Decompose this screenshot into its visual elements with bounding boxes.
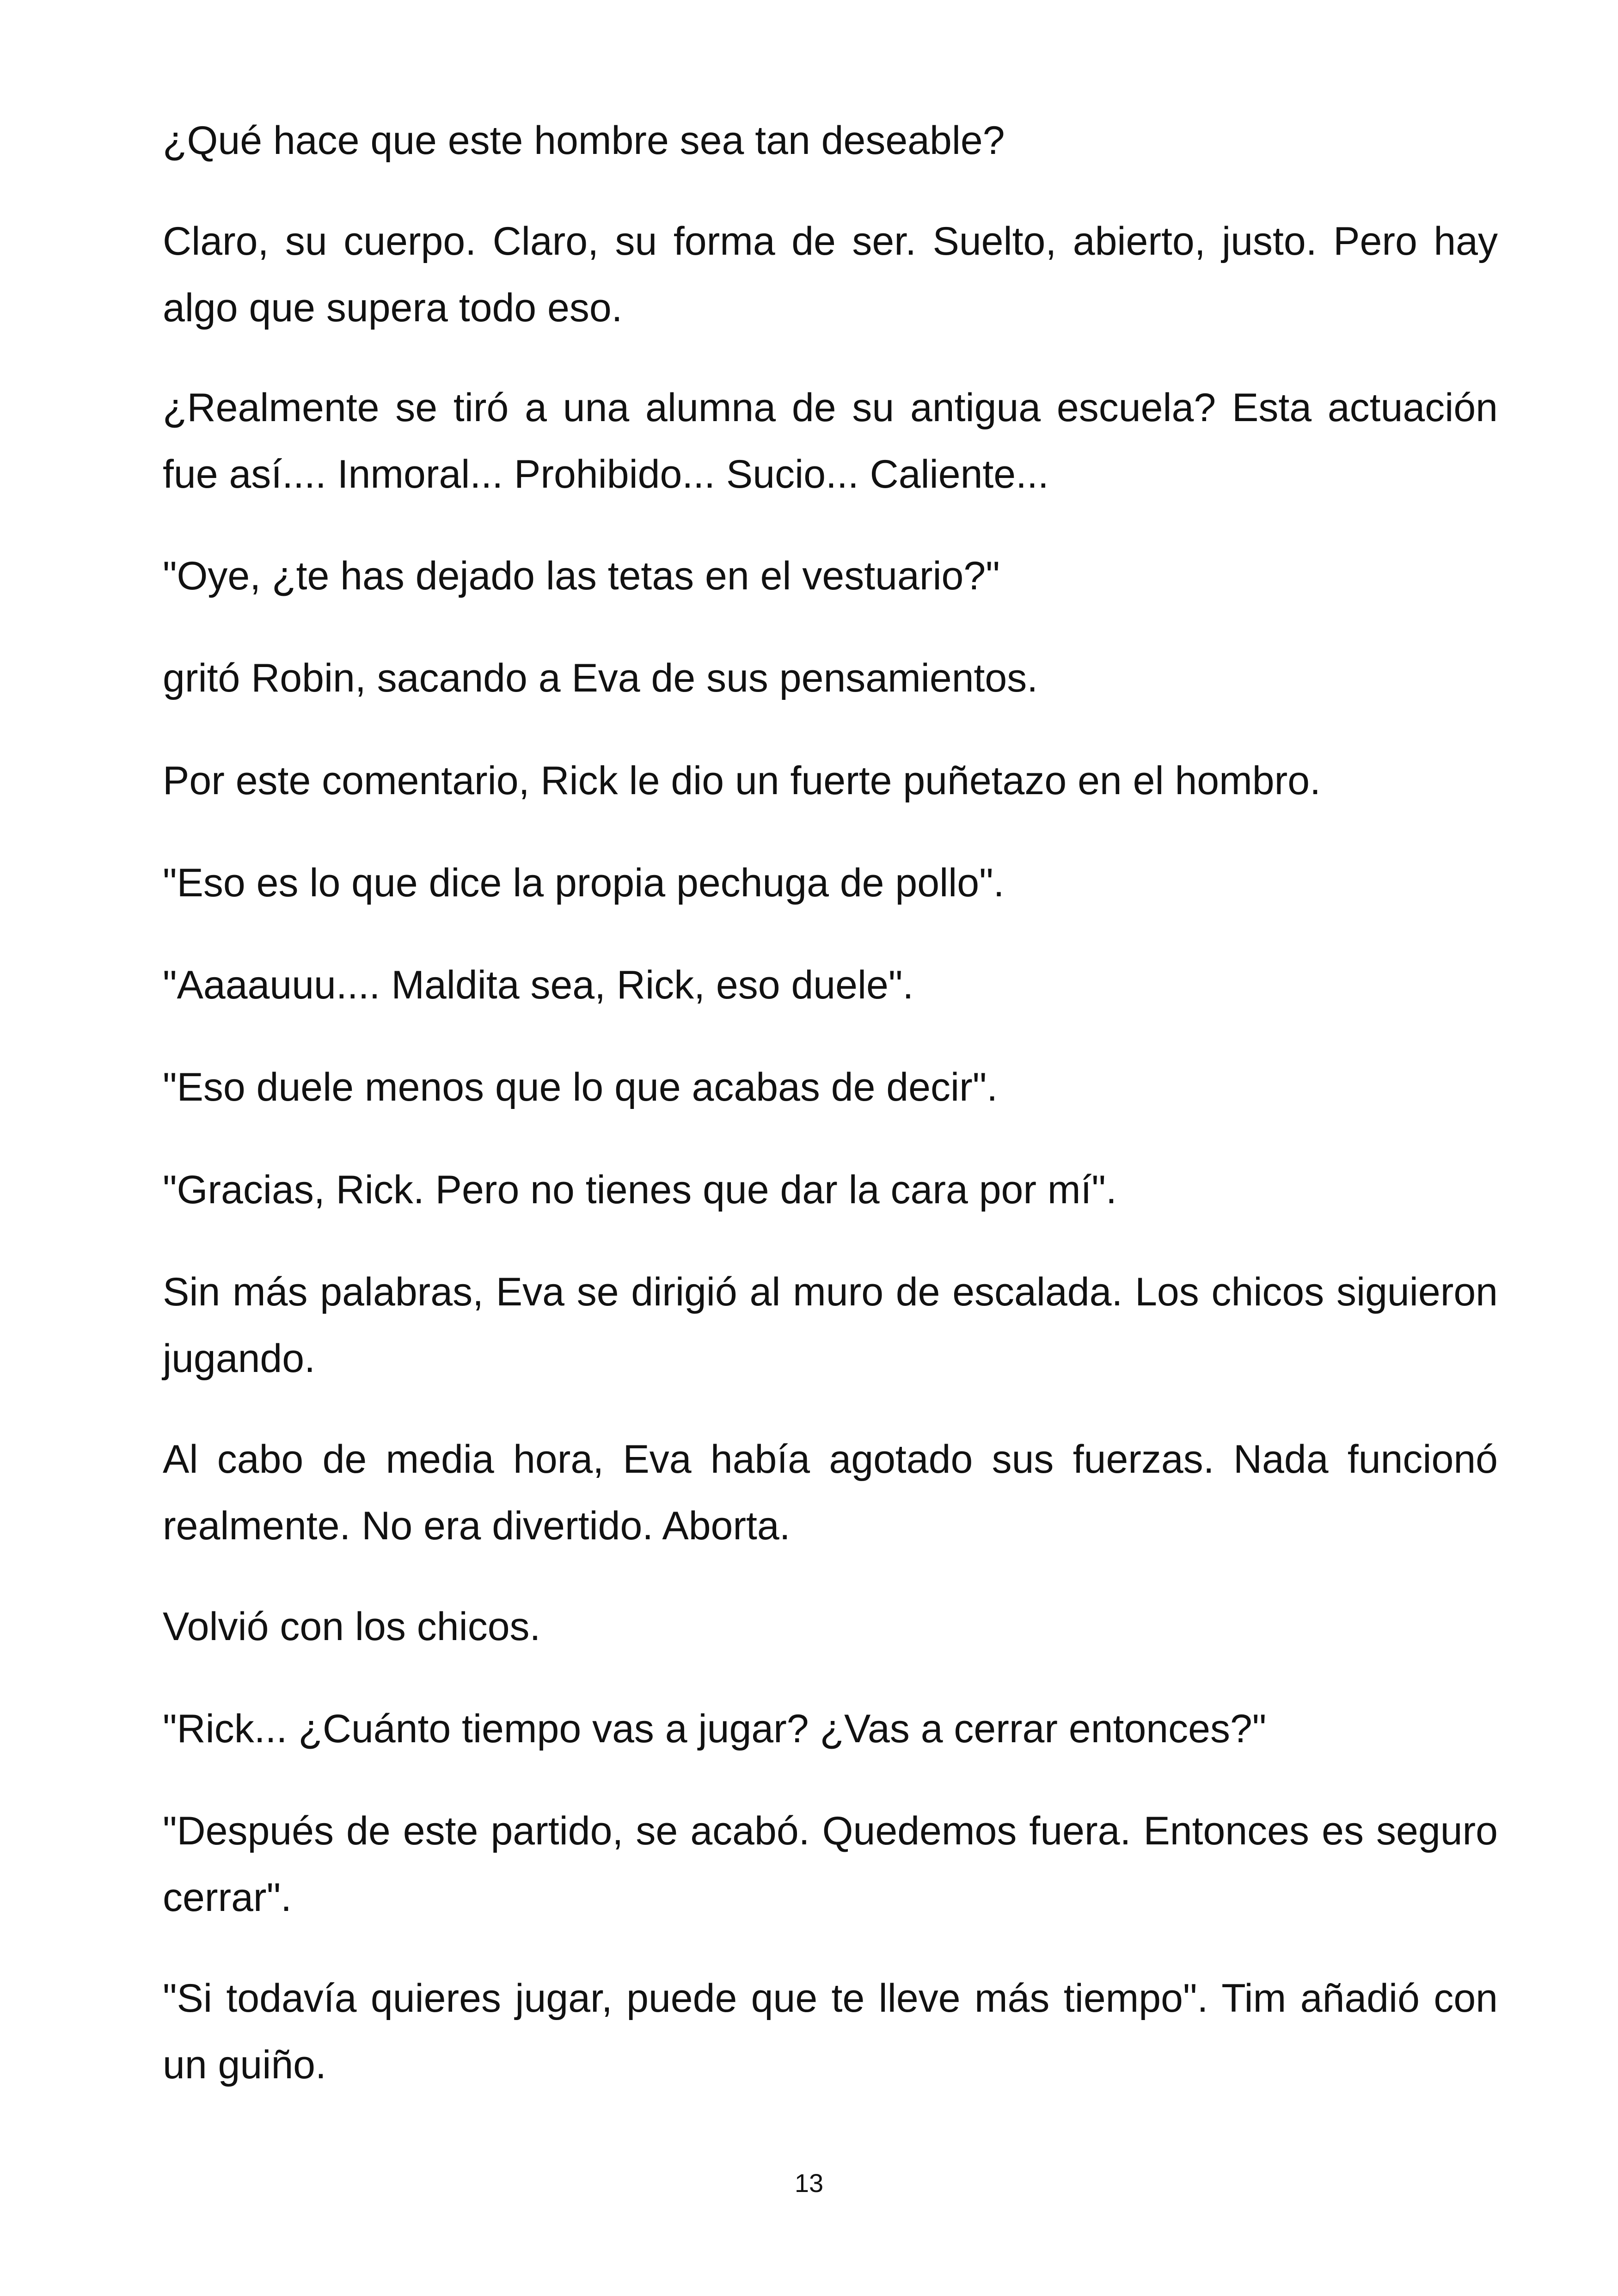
- paragraph: Por este comentario, Rick le dio un fuerte puñetazo en el hombro.: [163, 759, 1321, 803]
- paragraph: Sin más palabras, Eva se dirigió al muro de escalada. Los chicos siguieron jugando.: [163, 1270, 1498, 1381]
- paragraph: Volvió con los chicos.: [163, 1604, 541, 1649]
- paragraph: "Oye, ¿te has dejado las tetas en el vestuario?": [163, 554, 1000, 598]
- paragraph: "Rick... ¿Cuánto tiempo vas a jugar? ¿Vas a cerrar entonces?": [163, 1707, 1267, 1751]
- paragraph: ¿Realmente se tiró a una alumna de su antigua escuela? Esta actuación fue así.... Inmoral... Prohibido... Sucio... Caliente...: [163, 386, 1498, 496]
- paragraph: "Si todavía quieres jugar, puede que te lleve más tiempo". Tim añadió con un guiño.: [163, 1976, 1498, 2087]
- paragraph: ¿Qué hace que este hombre sea tan deseable?: [163, 118, 1005, 163]
- paragraph: Claro, su cuerpo. Claro, su forma de ser. Suelto, abierto, justo. Pero hay algo que supera todo eso.: [163, 219, 1498, 330]
- page-number: 13: [794, 2168, 824, 2198]
- paragraph: "Eso es lo que dice la propia pechuga de pollo".: [163, 861, 1005, 905]
- paragraph: "Después de este partido, se acabó. Quedemos fuera. Entonces es seguro cerrar".: [163, 1809, 1498, 1920]
- paragraph: "Gracias, Rick. Pero no tienes que dar la cara por mí".: [163, 1168, 1117, 1212]
- paragraph: gritó Robin, sacando a Eva de sus pensamientos.: [163, 656, 1038, 700]
- paragraph: "Aaaauuu.... Maldita sea, Rick, eso duele".: [163, 963, 914, 1007]
- paragraph: Al cabo de media hora, Eva había agotado sus fuerzas. Nada funcionó realmente. No era divertido. Aborta.: [163, 1437, 1498, 1548]
- paragraph: "Eso duele menos que lo que acabas de decir".: [163, 1065, 998, 1109]
